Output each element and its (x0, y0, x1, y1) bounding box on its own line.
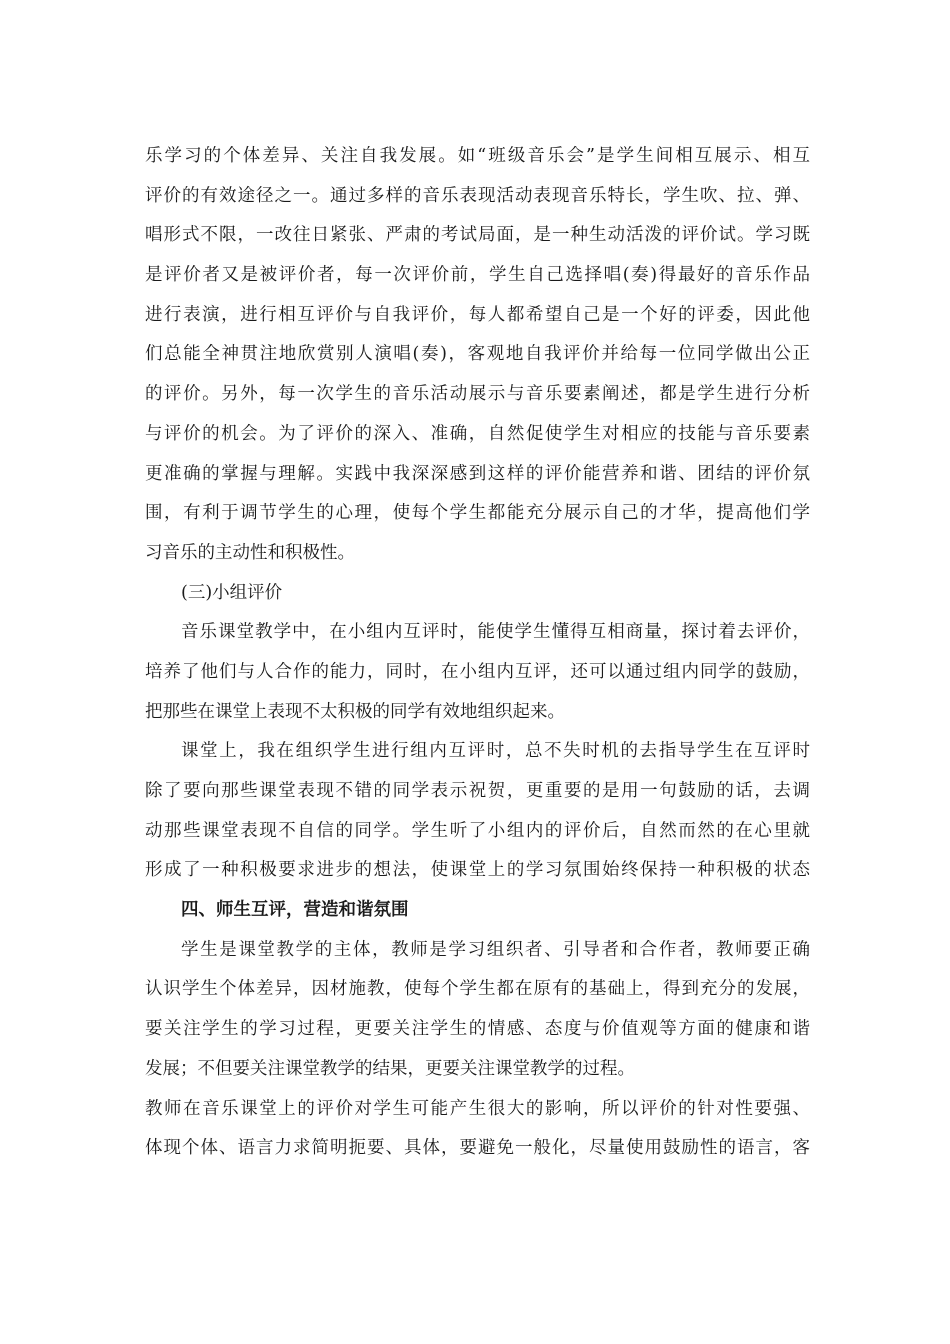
text-line: 与评价的机会。为了评价的深入、准确，自然促使学生对相应的技能与音乐要素 (145, 423, 810, 444)
text-line: 形成了一种积极要求进步的想法，使课堂上的学习氛围始终保持一种积极的状态 (145, 860, 810, 881)
text-line: 唱形式不限，一改往日紧张、严肃的考试局面，是一种生动活泼的评价试。学习既 (145, 225, 810, 246)
section-subheading-group-evaluation (145, 574, 810, 614)
text-line: 培养了他们与人合作的能力，同时，在小组内互评，还可以通过组内同学的鼓励， (145, 661, 810, 682)
text-line: 发展；不但要关注课堂教学的结果，更要关注课堂教学的过程。 (145, 1058, 635, 1079)
section-heading-teacher-student-evaluation (145, 891, 810, 931)
text-line: 的评价。另外，每一次学生的音乐活动展示与音乐要素阐述，都是学生进行分析 (145, 384, 810, 405)
heading-text: 四、师生互评，营造和谐氛围 (181, 900, 409, 921)
text-line: 是评价者又是被评价者，每一次评价前，学生自己选择唱(奏)得最好的音乐作品 (145, 265, 810, 286)
text-line: 把那些在课堂上表现不太积极的同学有效地组织起来。 (145, 701, 565, 722)
text-line: 们总能全神贯注地欣赏别人演唱(奏)，客观地自我评价并给每一位同学做出公正 (145, 344, 810, 365)
text-line: 更准确的掌握与理解。实践中我深深感到这样的评价能营养和谐、团结的评价氛 (145, 463, 810, 484)
text-line: 评价的有效途径之一。通过多样的音乐表现活动表现音乐特长，学生吹、拉、弹、 (145, 185, 810, 206)
paragraph-teacher-evaluation-impact (145, 1090, 810, 1169)
text-line: 音乐课堂教学中，在小组内互评时，能使学生懂得互相商量，探讨着去评价， (181, 622, 810, 643)
paragraph-group-mutual-evaluation (145, 613, 810, 732)
text-line: 教师在音乐课堂上的评价对学生可能产生很大的影响，所以评价的针对性要强、 (145, 1098, 810, 1119)
text-line: 习音乐的主动性和积极性。 (145, 542, 355, 563)
text-line: 进行表演，进行相互评价与自我评价，每人都希望自己是一个好的评委，因此他 (145, 304, 810, 325)
text-line: 乐学习的个体差异、关注自我发展。如“班级音乐会”是学生间相互展示、相互 (145, 146, 810, 166)
text-line: 认识学生个体差异，因材施教，使每个学生都在原有的基础上，得到充分的发展， (145, 979, 810, 1000)
paragraph-music-concert-evaluation (145, 137, 810, 574)
text-line: 课堂上，我在组织学生进行组内互评时，总不失时机的去指导学生在互评时 (181, 741, 810, 762)
text-line: 除了要向那些课堂表现不错的同学表示祝贺，更重要的是用一句鼓励的话，去调 (145, 781, 810, 801)
text-line: 围，有利于调节学生的心理，使每个学生都能充分展示自己的才华，提高他们学 (145, 503, 810, 524)
text-line: 学生是课堂教学的主体，教师是学习组织者、引导者和合作者，教师要正确 (181, 939, 810, 960)
document-page (145, 137, 810, 1169)
text-line: 要关注学生的学习过程，更要关注学生的情感、态度与价值观等方面的健康和谐 (145, 1019, 810, 1040)
text-line: 体现个体、语言力求简明扼要、具体，要避免一般化，尽量使用鼓励性的语言，客 (145, 1138, 810, 1159)
paragraph-student-subject (145, 931, 810, 1090)
subheading-text: (三)小组评价 (181, 582, 283, 603)
text-line: 动那些课堂表现不自信的同学。学生听了小组内的评价后，自然而然的在心里就 (145, 820, 810, 841)
paragraph-classroom-guidance (145, 732, 810, 891)
